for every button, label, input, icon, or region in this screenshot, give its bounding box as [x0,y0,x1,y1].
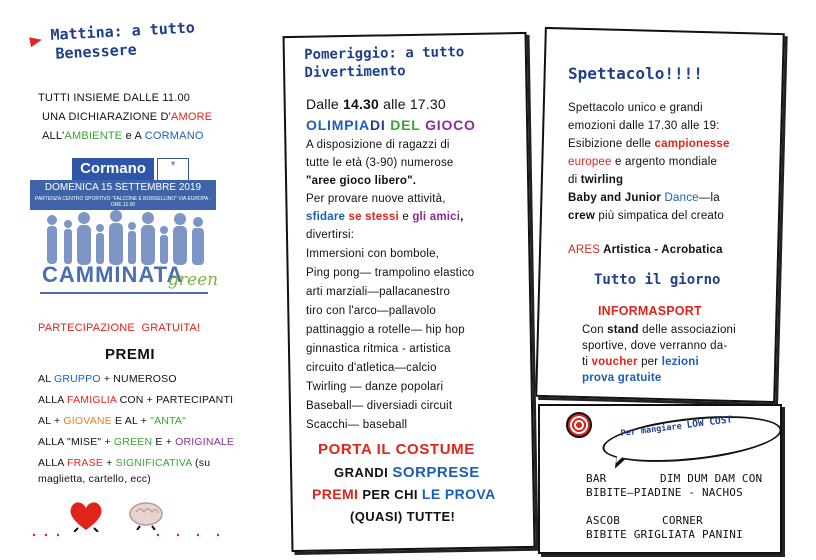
show-line-3: Esibizione delle campionesse [568,138,730,150]
grandi-sorprese: GRANDI SORPRESE [334,464,480,481]
show-line-4: europee e argento mondiale [568,156,718,168]
prize-line-1: AL GRUPPO + NUMEROSO [38,373,177,385]
food-line-1: BAR [586,472,607,485]
show-line-7: crew più simpatica del creato [568,210,725,222]
info-line-1: Con stand delle associazioni [582,324,736,336]
desc-6: divertirsi: [306,229,355,241]
desc-3: "aree gioco libero". [306,175,417,187]
premi-prova: PREMI PER CHI LE PROVA [312,486,496,502]
all-day-title: Tutto il giorno [594,272,721,288]
desc-5: sfidare se stessi e gli amici, [306,211,464,223]
food-bubble-text: Per mangiare LOW COST [620,414,733,439]
show-line-5: di twirling [568,174,624,186]
afternoon-title: Pomeriggio: a tutto Divertimento [304,44,465,81]
morning-line-2: UNA DICHIARAZIONE D'AMORE [42,111,213,123]
informasport-title: INFORMASPORT [598,304,702,318]
poster-camminata: CAMMINATA [42,262,184,287]
info-line-2: sportive, dove verranno da- [582,340,728,352]
heart-icon [68,500,104,532]
activity-item: Twirling — danze popolari [306,381,444,393]
activity-item: Baseball— diversiadi circuit [306,400,453,412]
prize-line-2: ALLA FAMIGLIA CON + PARTECIPANTI [38,394,234,406]
show-line-1: Spettacolo unico e grandi [568,102,703,114]
food-line-3b: CORNER [662,514,703,527]
poster-green: green [168,270,219,290]
brain-icon [128,500,164,530]
morning-line-1: TUTTI INSIEME DALLE 11.00 [38,92,191,104]
info-line-3: ti voucher per lezioni [582,356,699,368]
cormano-logo: Cormano [72,158,154,180]
desc-4: Per provare nuove attività, [306,193,446,205]
activity-item: pattinaggio a rotelle— hip hop [306,324,465,336]
show-title: Spettacolo!!!! [568,64,703,83]
ares-line: ARES Artistica - Acrobatica [568,244,723,256]
poster-date: DOMENICA 15 SETTEMBRE 2019 [44,182,202,193]
premi-heading: PREMI [104,346,155,363]
partecipazione-gratuita: PARTECIPAZIONE GRATUITA! [38,322,201,334]
poster-subtitle: PARTENZA CENTRO SPORTIVO "FALCONE E BORSELLINO" VIA EUROPA - ORE 11.00 [34,196,211,208]
people-silhouettes-icon [40,210,210,266]
prize-line-3: AL + GIOVANE E AL + "ANTA" [38,415,187,427]
show-line-2: emozioni dalle 17.30 alle 19: [568,120,720,132]
food-line-4: BIBITE GRIGLIATA PANINI [586,528,743,541]
arrow-icon [29,35,43,47]
show-line-6: Baby and Junior Dance—la [568,192,720,204]
quasi-tutte: (QUASI) TUTTE! [350,509,456,524]
dotted-decoration [28,532,228,538]
poster-divider [40,292,208,294]
target-icon [566,412,592,438]
activity-item: Immersioni con bombole, [306,248,440,260]
prize-line-4: ALLA "MISE" + GREEN E + ORIGINALE [38,436,235,448]
food-line-1b: DIM DUM DAM CON [660,472,763,485]
desc-1: A disposizione di ragazzi di [306,139,450,151]
prize-line-6: maglietta, cartello, ecc) [38,473,151,485]
activity-item: tiro con l'arco—pallavolo [306,305,436,317]
porta-costume: PORTA IL COSTUME [318,441,475,458]
morning-line-3: ALL'AMBIENTE e A CORMANO [42,130,204,142]
activity-item: Scacchi— baseball [306,419,408,431]
desc-2: tutte le età (3-90) numerose [306,157,454,169]
info-line-4: prova gratuite [582,372,662,384]
afternoon-time: Dalle 14.30 alle 17.30 [306,96,446,112]
activity-item: Ping pong— trampolino elastico [306,267,475,279]
activity-item: arti marziali—pallacanestro [306,286,451,298]
food-line-3: ASCOB [586,514,621,527]
activity-item: circuito d'atletica—calcio [306,362,437,374]
crest-icon: ⚜ [157,158,189,182]
olimpiadi-title: OLIMPIADI DEL GIOCO [306,117,476,133]
morning-title: Mattina: a tutto Benessere [50,18,196,63]
activity-item: ginnastica ritmica - artistica [306,343,451,355]
prize-line-5: ALLA FRASE + SIGNIFICATIVA (su [38,457,211,469]
food-line-2: BIBITE—PIADINE - NACHOS [586,486,743,499]
